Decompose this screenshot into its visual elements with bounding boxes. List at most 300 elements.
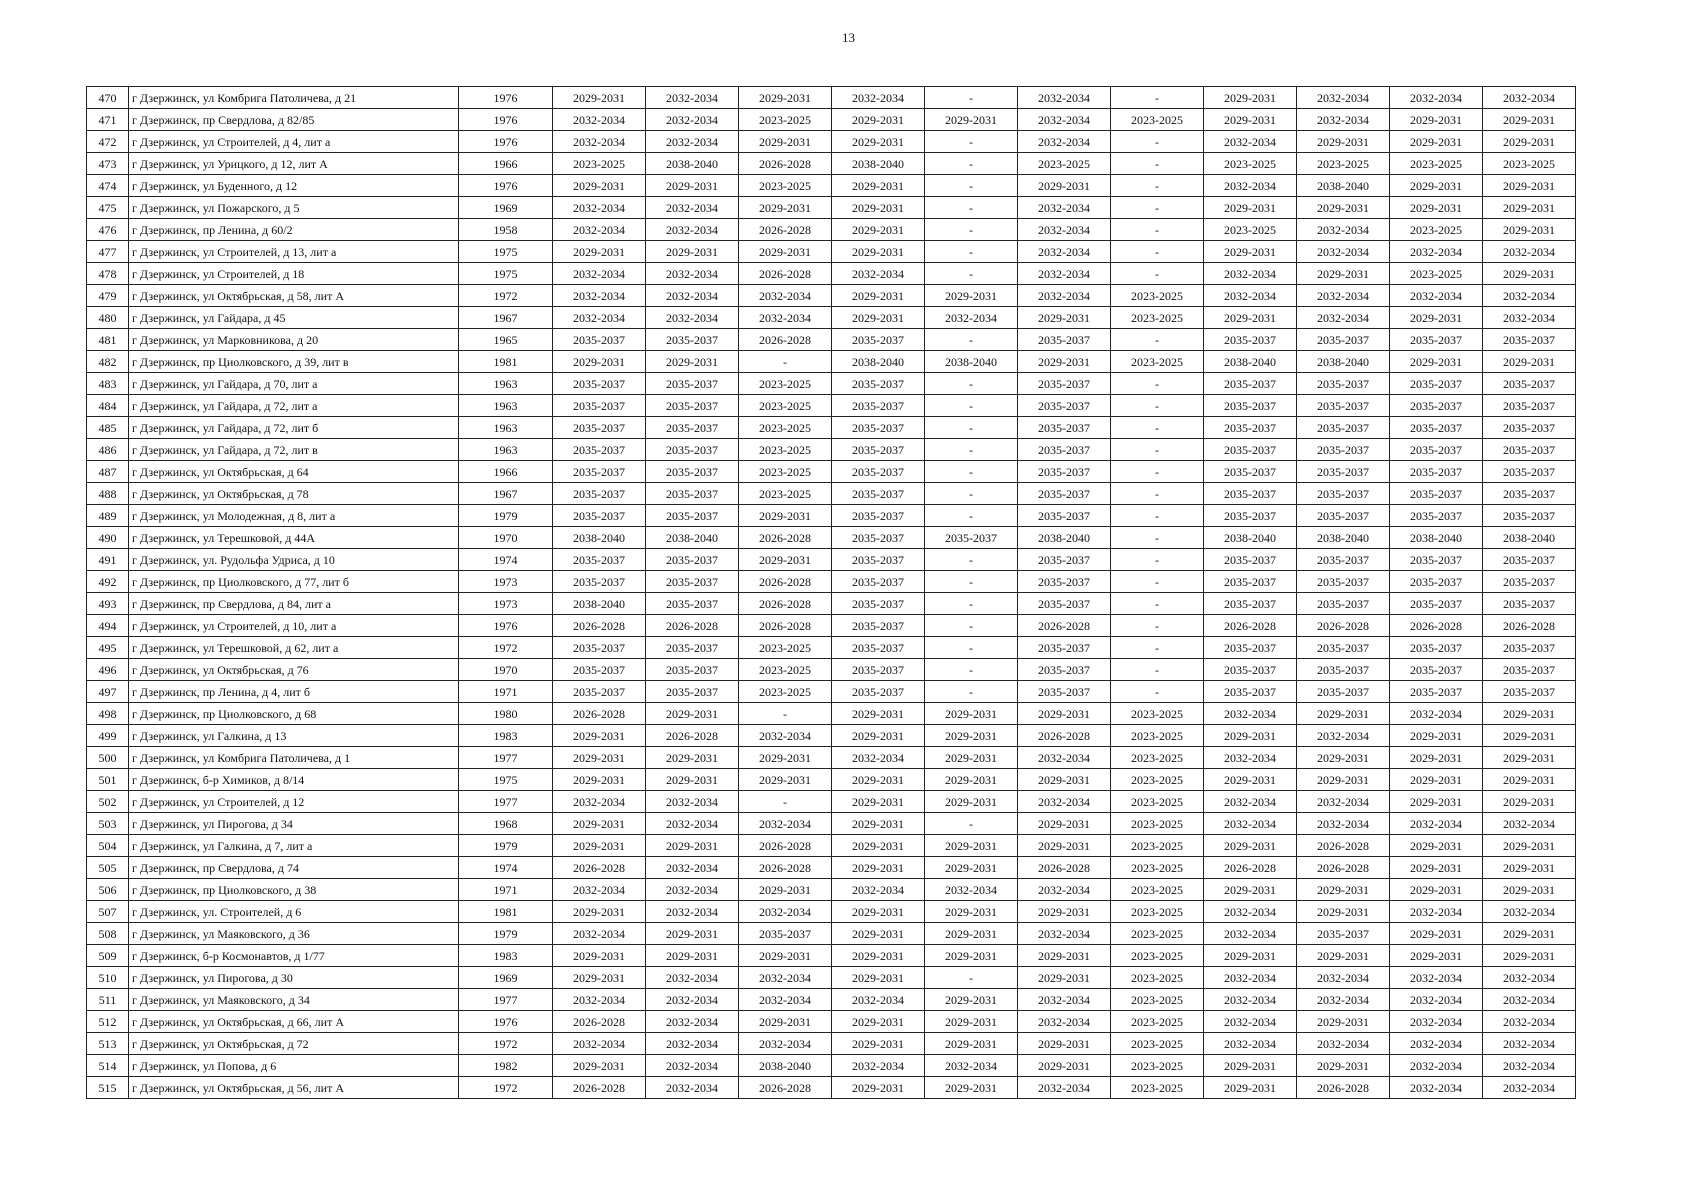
cell-address: г Дзержинск, пр Циолковского, д 38 [129,879,459,901]
cell-period-7: - [1111,615,1204,637]
cell-address: г Дзержинск, ул Гайдара, д 70, лит а [129,373,459,395]
cell-period-9: 2032-2034 [1297,285,1390,307]
cell-period-1: 2029-2031 [553,175,646,197]
cell-period-11: 2029-2031 [1483,857,1576,879]
cell-period-3: 2029-2031 [739,505,832,527]
cell-period-11: 2032-2034 [1483,285,1576,307]
cell-period-7: 2023-2025 [1111,109,1204,131]
cell-row-number: 482 [87,351,129,373]
cell-row-number: 477 [87,241,129,263]
cell-period-3: 2029-2031 [739,769,832,791]
cell-period-9: 2035-2037 [1297,439,1390,461]
cell-period-3: 2032-2034 [739,725,832,747]
cell-period-9: 2035-2037 [1297,681,1390,703]
cell-address: г Дзержинск, ул Строителей, д 13, лит а [129,241,459,263]
cell-period-10: 2032-2034 [1390,1055,1483,1077]
cell-period-1: 2035-2037 [553,373,646,395]
cell-period-4: 2029-2031 [832,109,925,131]
cell-row-number: 490 [87,527,129,549]
cell-period-9: 2026-2028 [1297,615,1390,637]
cell-period-4: 2032-2034 [832,87,925,109]
cell-period-3: 2023-2025 [739,637,832,659]
cell-period-11: 2035-2037 [1483,417,1576,439]
cell-period-9: 2029-2031 [1297,1055,1390,1077]
cell-period-3: 2029-2031 [739,1011,832,1033]
cell-period-5: 2032-2034 [925,1055,1018,1077]
cell-period-8: 2029-2031 [1204,241,1297,263]
cell-period-11: 2032-2034 [1483,1077,1576,1099]
cell-period-4: 2029-2031 [832,791,925,813]
cell-period-9: 2035-2037 [1297,395,1390,417]
cell-period-8: 2035-2037 [1204,329,1297,351]
cell-period-1: 2032-2034 [553,263,646,285]
cell-period-5: - [925,175,1018,197]
cell-period-1: 2029-2031 [553,967,646,989]
cell-period-2: 2029-2031 [646,351,739,373]
cell-period-4: 2035-2037 [832,571,925,593]
cell-build-year: 1976 [459,87,553,109]
cell-period-5: 2029-2031 [925,703,1018,725]
cell-period-8: 2035-2037 [1204,571,1297,593]
repair-schedule-table [86,86,1576,1099]
cell-period-2: 2032-2034 [646,813,739,835]
cell-period-9: 2032-2034 [1297,1033,1390,1055]
cell-period-9: 2029-2031 [1297,131,1390,153]
cell-period-11: 2032-2034 [1483,1011,1576,1033]
cell-build-year: 1976 [459,1011,553,1033]
table-row [87,483,1576,505]
cell-period-2: 2029-2031 [646,769,739,791]
cell-period-6: 2029-2031 [1018,813,1111,835]
cell-period-5: 2029-2031 [925,1077,1018,1099]
cell-period-7: 2023-2025 [1111,791,1204,813]
cell-period-7: 2023-2025 [1111,967,1204,989]
cell-period-10: 2032-2034 [1390,285,1483,307]
cell-build-year: 1979 [459,505,553,527]
cell-period-4: 2029-2031 [832,131,925,153]
cell-period-7: - [1111,329,1204,351]
cell-period-10: 2032-2034 [1390,703,1483,725]
cell-period-5: - [925,197,1018,219]
cell-period-3: 2029-2031 [739,87,832,109]
cell-period-1: 2032-2034 [553,923,646,945]
cell-period-2: 2035-2037 [646,483,739,505]
cell-period-8: 2032-2034 [1204,1033,1297,1055]
cell-period-8: 2029-2031 [1204,1055,1297,1077]
cell-period-6: 2032-2034 [1018,1011,1111,1033]
cell-period-10: 2035-2037 [1390,549,1483,571]
cell-period-8: 2032-2034 [1204,175,1297,197]
cell-period-5: - [925,593,1018,615]
cell-period-9: 2029-2031 [1297,747,1390,769]
cell-address: г Дзержинск, б-р Химиков, д 8/14 [129,769,459,791]
cell-period-10: 2029-2031 [1390,791,1483,813]
cell-period-3: 2023-2025 [739,417,832,439]
cell-address: г Дзержинск, ул Пожарского, д 5 [129,197,459,219]
cell-address: г Дзержинск, ул Марковникова, д 20 [129,329,459,351]
cell-period-1: 2029-2031 [553,241,646,263]
cell-period-6: 2032-2034 [1018,923,1111,945]
cell-period-1: 2029-2031 [553,945,646,967]
cell-build-year: 1963 [459,417,553,439]
cell-period-9: 2035-2037 [1297,637,1390,659]
cell-period-10: 2029-2031 [1390,879,1483,901]
cell-period-9: 2035-2037 [1297,373,1390,395]
cell-build-year: 1983 [459,725,553,747]
cell-period-7: 2023-2025 [1111,857,1204,879]
cell-period-10: 2032-2034 [1390,813,1483,835]
cell-period-3: 2026-2028 [739,153,832,175]
cell-period-7: 2023-2025 [1111,1033,1204,1055]
cell-period-3: 2038-2040 [739,1055,832,1077]
cell-period-4: 2035-2037 [832,439,925,461]
cell-period-3: - [739,791,832,813]
cell-period-5: 2029-2031 [925,989,1018,1011]
cell-period-3: 2029-2031 [739,945,832,967]
cell-period-6: 2026-2028 [1018,615,1111,637]
cell-period-4: 2029-2031 [832,967,925,989]
cell-period-11: 2032-2034 [1483,967,1576,989]
cell-period-5: 2032-2034 [925,879,1018,901]
table-row [87,1033,1576,1055]
cell-period-8: 2029-2031 [1204,109,1297,131]
cell-period-2: 2026-2028 [646,615,739,637]
cell-period-5: 2029-2031 [925,109,1018,131]
cell-period-2: 2032-2034 [646,87,739,109]
cell-period-7: 2023-2025 [1111,989,1204,1011]
cell-build-year: 1965 [459,329,553,351]
cell-period-11: 2029-2031 [1483,725,1576,747]
cell-period-4: 2032-2034 [832,263,925,285]
cell-period-2: 2035-2037 [646,373,739,395]
cell-period-11: 2029-2031 [1483,769,1576,791]
cell-period-11: 2032-2034 [1483,87,1576,109]
cell-period-8: 2026-2028 [1204,857,1297,879]
table-row [87,923,1576,945]
cell-period-8: 2032-2034 [1204,989,1297,1011]
cell-address: г Дзержинск, ул Гайдара, д 45 [129,307,459,329]
cell-period-4: 2029-2031 [832,307,925,329]
table-row [87,791,1576,813]
cell-period-5: - [925,219,1018,241]
cell-row-number: 506 [87,879,129,901]
cell-period-7: - [1111,483,1204,505]
cell-row-number: 508 [87,923,129,945]
cell-period-10: 2035-2037 [1390,593,1483,615]
cell-period-11: 2026-2028 [1483,615,1576,637]
cell-period-6: 2032-2034 [1018,263,1111,285]
cell-row-number: 488 [87,483,129,505]
cell-period-3: 2023-2025 [739,483,832,505]
cell-address: г Дзержинск, ул. Строителей, д 6 [129,901,459,923]
cell-period-4: 2032-2034 [832,989,925,1011]
cell-build-year: 1975 [459,263,553,285]
cell-period-8: 2035-2037 [1204,373,1297,395]
cell-period-10: 2035-2037 [1390,659,1483,681]
cell-period-4: 2035-2037 [832,395,925,417]
cell-period-4: 2029-2031 [832,835,925,857]
cell-period-3: 2026-2028 [739,219,832,241]
table-row [87,505,1576,527]
cell-period-1: 2029-2031 [553,901,646,923]
cell-period-8: 2029-2031 [1204,769,1297,791]
cell-period-10: 2035-2037 [1390,681,1483,703]
cell-period-5: 2029-2031 [925,835,1018,857]
cell-build-year: 1967 [459,483,553,505]
cell-row-number: 486 [87,439,129,461]
cell-period-8: 2029-2031 [1204,725,1297,747]
cell-period-7: 2023-2025 [1111,835,1204,857]
cell-period-2: 2032-2034 [646,109,739,131]
cell-period-7: - [1111,505,1204,527]
cell-build-year: 1975 [459,241,553,263]
cell-row-number: 493 [87,593,129,615]
cell-address: г Дзержинск, ул Буденного, д 12 [129,175,459,197]
cell-period-4: 2035-2037 [832,483,925,505]
cell-period-2: 2035-2037 [646,593,739,615]
cell-address: г Дзержинск, ул Гайдара, д 72, лит а [129,395,459,417]
table-row [87,681,1576,703]
cell-period-10: 2029-2031 [1390,725,1483,747]
cell-period-4: 2029-2031 [832,241,925,263]
cell-period-7: - [1111,527,1204,549]
cell-period-3: 2023-2025 [739,461,832,483]
cell-period-4: 2029-2031 [832,857,925,879]
cell-period-9: 2032-2034 [1297,967,1390,989]
cell-build-year: 1969 [459,967,553,989]
cell-period-10: 2035-2037 [1390,417,1483,439]
table-row [87,329,1576,351]
cell-period-2: 2032-2034 [646,1055,739,1077]
cell-period-5: - [925,417,1018,439]
cell-period-2: 2032-2034 [646,791,739,813]
cell-period-1: 2029-2031 [553,725,646,747]
cell-period-1: 2032-2034 [553,109,646,131]
cell-period-3: 2026-2028 [739,835,832,857]
cell-period-5: - [925,681,1018,703]
cell-period-2: 2029-2031 [646,241,739,263]
cell-period-10: 2029-2031 [1390,857,1483,879]
cell-period-5: 2035-2037 [925,527,1018,549]
cell-period-9: 2035-2037 [1297,461,1390,483]
cell-row-number: 473 [87,153,129,175]
cell-period-2: 2032-2034 [646,197,739,219]
cell-address: г Дзержинск, пр Ленина, д 60/2 [129,219,459,241]
cell-period-6: 2029-2031 [1018,945,1111,967]
cell-address: г Дзержинск, ул Галкина, д 7, лит а [129,835,459,857]
table-row [87,945,1576,967]
cell-build-year: 1970 [459,659,553,681]
cell-period-8: 2038-2040 [1204,351,1297,373]
cell-build-year: 1973 [459,571,553,593]
cell-build-year: 1976 [459,175,553,197]
cell-period-7: - [1111,131,1204,153]
cell-period-11: 2032-2034 [1483,989,1576,1011]
cell-period-1: 2038-2040 [553,593,646,615]
cell-period-10: 2032-2034 [1390,967,1483,989]
table-row [87,857,1576,879]
cell-period-10: 2035-2037 [1390,483,1483,505]
cell-period-11: 2035-2037 [1483,505,1576,527]
cell-period-6: 2029-2031 [1018,769,1111,791]
cell-address: г Дзержинск, ул Октябрьская, д 56, лит А [129,1077,459,1099]
cell-address: г Дзержинск, пр Ленина, д 4, лит б [129,681,459,703]
cell-period-8: 2032-2034 [1204,967,1297,989]
cell-period-7: - [1111,549,1204,571]
cell-build-year: 1963 [459,395,553,417]
cell-build-year: 1966 [459,461,553,483]
cell-period-1: 2023-2025 [553,153,646,175]
cell-period-9: 2029-2031 [1297,945,1390,967]
cell-row-number: 511 [87,989,129,1011]
cell-period-8: 2026-2028 [1204,615,1297,637]
cell-period-3: 2032-2034 [739,285,832,307]
cell-period-11: 2029-2031 [1483,747,1576,769]
cell-period-3: 2032-2034 [739,967,832,989]
cell-period-1: 2029-2031 [553,747,646,769]
cell-period-4: 2029-2031 [832,1033,925,1055]
cell-period-1: 2026-2028 [553,1011,646,1033]
cell-period-6: 2029-2031 [1018,835,1111,857]
cell-row-number: 475 [87,197,129,219]
cell-period-2: 2035-2037 [646,417,739,439]
cell-period-9: 2035-2037 [1297,483,1390,505]
cell-period-8: 2035-2037 [1204,417,1297,439]
cell-address: г Дзержинск, пр Свердлова, д 82/85 [129,109,459,131]
cell-row-number: 510 [87,967,129,989]
cell-period-9: 2032-2034 [1297,989,1390,1011]
cell-period-7: - [1111,153,1204,175]
cell-period-4: 2029-2031 [832,175,925,197]
cell-period-2: 2029-2031 [646,835,739,857]
table-row [87,1055,1576,1077]
cell-period-4: 2029-2031 [832,725,925,747]
cell-period-9: 2029-2031 [1297,901,1390,923]
cell-period-3: 2023-2025 [739,439,832,461]
cell-period-11: 2029-2031 [1483,175,1576,197]
cell-period-10: 2029-2031 [1390,307,1483,329]
cell-period-6: 2032-2034 [1018,285,1111,307]
cell-period-2: 2032-2034 [646,967,739,989]
cell-build-year: 1967 [459,307,553,329]
cell-period-3: 2026-2028 [739,527,832,549]
table-row [87,813,1576,835]
table-row [87,461,1576,483]
cell-period-4: 2035-2037 [832,637,925,659]
cell-row-number: 478 [87,263,129,285]
cell-period-1: 2035-2037 [553,549,646,571]
cell-period-10: 2038-2040 [1390,527,1483,549]
cell-build-year: 1977 [459,791,553,813]
cell-period-1: 2029-2031 [553,769,646,791]
cell-period-8: 2035-2037 [1204,637,1297,659]
cell-period-11: 2035-2037 [1483,549,1576,571]
cell-period-11: 2029-2031 [1483,131,1576,153]
table-row [87,725,1576,747]
cell-period-4: 2029-2031 [832,813,925,835]
cell-row-number: 505 [87,857,129,879]
table-body [87,87,1576,1099]
cell-period-4: 2038-2040 [832,351,925,373]
cell-period-5: 2029-2031 [925,791,1018,813]
cell-period-7: - [1111,593,1204,615]
cell-build-year: 1981 [459,901,553,923]
cell-period-11: 2023-2025 [1483,153,1576,175]
cell-period-9: 2032-2034 [1297,813,1390,835]
cell-period-2: 2032-2034 [646,307,739,329]
cell-period-8: 2032-2034 [1204,923,1297,945]
cell-period-5: 2029-2031 [925,923,1018,945]
cell-period-6: 2038-2040 [1018,527,1111,549]
cell-period-5: - [925,373,1018,395]
cell-period-8: 2023-2025 [1204,153,1297,175]
cell-period-2: 2029-2031 [646,945,739,967]
cell-period-1: 2026-2028 [553,703,646,725]
cell-period-7: - [1111,241,1204,263]
table-row [87,901,1576,923]
cell-period-8: 2035-2037 [1204,681,1297,703]
cell-period-6: 2035-2037 [1018,549,1111,571]
cell-period-1: 2032-2034 [553,285,646,307]
cell-period-5: - [925,659,1018,681]
cell-row-number: 515 [87,1077,129,1099]
cell-period-11: 2035-2037 [1483,659,1576,681]
cell-period-1: 2029-2031 [553,351,646,373]
cell-build-year: 1977 [459,989,553,1011]
cell-period-1: 2026-2028 [553,615,646,637]
cell-period-5: - [925,637,1018,659]
table-row [87,615,1576,637]
cell-period-4: 2035-2037 [832,527,925,549]
cell-period-11: 2032-2034 [1483,1033,1576,1055]
cell-period-8: 2035-2037 [1204,593,1297,615]
cell-period-11: 2035-2037 [1483,571,1576,593]
cell-period-11: 2035-2037 [1483,461,1576,483]
cell-address: г Дзержинск, ул Октябрьская, д 66, лит А [129,1011,459,1033]
cell-period-7: 2023-2025 [1111,1011,1204,1033]
table-row [87,769,1576,791]
cell-period-7: 2023-2025 [1111,351,1204,373]
cell-period-10: 2029-2031 [1390,351,1483,373]
cell-period-5: 2029-2031 [925,285,1018,307]
table-row [87,351,1576,373]
cell-period-5: 2029-2031 [925,901,1018,923]
cell-period-11: 2029-2031 [1483,197,1576,219]
cell-period-8: 2032-2034 [1204,263,1297,285]
cell-period-10: 2035-2037 [1390,571,1483,593]
cell-period-6: 2032-2034 [1018,131,1111,153]
cell-row-number: 509 [87,945,129,967]
cell-period-8: 2029-2031 [1204,1077,1297,1099]
cell-row-number: 472 [87,131,129,153]
cell-period-6: 2032-2034 [1018,109,1111,131]
cell-address: г Дзержинск, ул Пирогова, д 34 [129,813,459,835]
cell-period-4: 2029-2031 [832,1077,925,1099]
cell-period-2: 2035-2037 [646,329,739,351]
cell-period-8: 2029-2031 [1204,307,1297,329]
cell-period-6: 2035-2037 [1018,659,1111,681]
cell-period-5: - [925,153,1018,175]
cell-period-9: 2032-2034 [1297,725,1390,747]
cell-period-1: 2032-2034 [553,1033,646,1055]
cell-build-year: 1958 [459,219,553,241]
cell-period-2: 2032-2034 [646,989,739,1011]
cell-row-number: 507 [87,901,129,923]
cell-period-9: 2032-2034 [1297,87,1390,109]
table-row [87,1011,1576,1033]
cell-period-6: 2035-2037 [1018,483,1111,505]
cell-address: г Дзержинск, ул Октябрьская, д 64 [129,461,459,483]
